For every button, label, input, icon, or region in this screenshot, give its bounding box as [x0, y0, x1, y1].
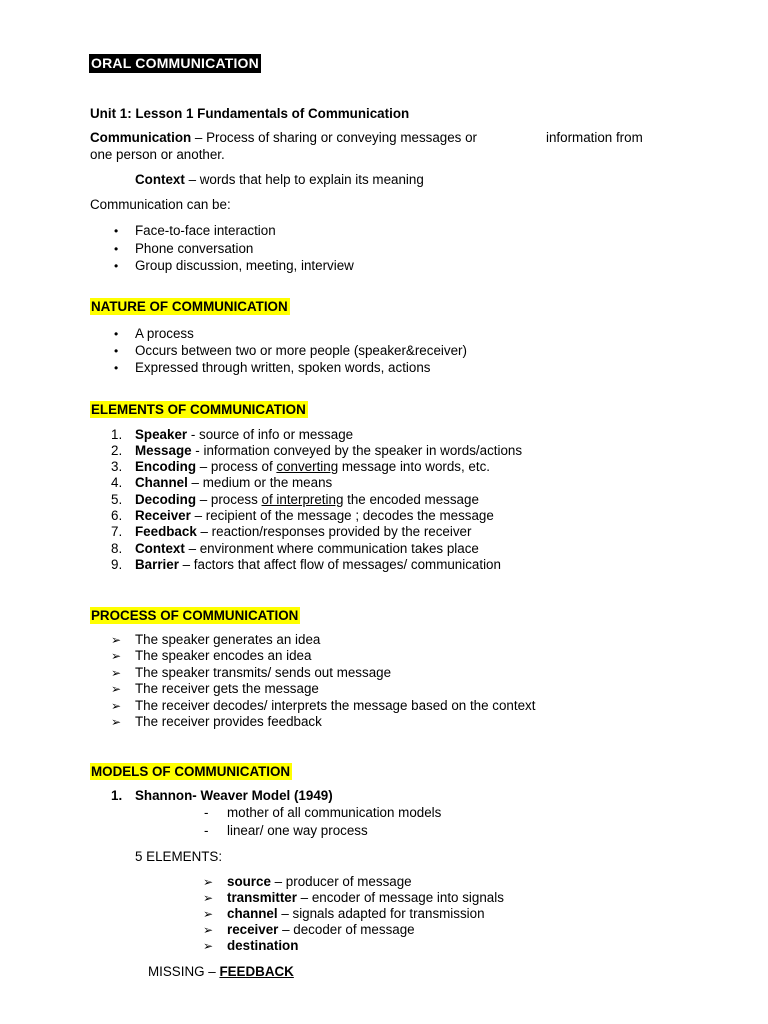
list-item: The receiver gets the message: [135, 681, 319, 696]
arrow-bullet-icon: ➢: [203, 875, 214, 889]
arrow-bullet-icon: ➢: [111, 666, 122, 680]
model-note: mother of all communication models: [227, 805, 442, 820]
arrow-bullet-icon: ➢: [111, 649, 122, 663]
element-underlined: of interpreting: [261, 492, 344, 507]
nature-heading: [90, 299, 290, 315]
bullet-icon: •: [114, 242, 119, 256]
element-term: Context: [135, 541, 185, 556]
list-item: [135, 492, 479, 508]
list-item: [135, 557, 501, 573]
arrow-bullet-icon: ➢: [203, 891, 214, 905]
list-number: 8.: [111, 541, 123, 556]
element-text: – decoder of message: [278, 922, 415, 937]
element-text-end: the encoded message: [343, 492, 479, 507]
list-number: 6.: [111, 508, 123, 523]
element-term: Barrier: [135, 557, 179, 572]
model-number: 1.: [111, 788, 123, 803]
list-item: [135, 524, 471, 540]
list-item: [227, 922, 415, 938]
list-number: 3.: [111, 459, 123, 474]
element-text-end: message into words, etc.: [338, 459, 491, 474]
arrow-bullet-icon: ➢: [111, 633, 122, 647]
list-item: Occurs between two or more people (speaker&receiver): [135, 343, 467, 358]
list-item: [227, 874, 412, 890]
element-text: – environment where communication takes place: [184, 541, 479, 556]
arrow-bullet-icon: ➢: [203, 939, 214, 953]
can-be-intro: Communication can be:: [90, 197, 231, 212]
list-item: [135, 459, 490, 475]
arrow-bullet-icon: ➢: [203, 907, 214, 921]
element-term: Feedback: [135, 524, 197, 539]
model-note: linear/ one way process: [227, 823, 368, 838]
communication-definition-line2: one person or another.: [90, 147, 225, 162]
list-item: Expressed through written, spoken words, actions: [135, 360, 431, 375]
bullet-icon: •: [114, 259, 119, 273]
missing-value: FEEDBACK: [219, 964, 294, 979]
list-number: 9.: [111, 557, 123, 572]
context-term: Context: [135, 172, 185, 187]
arrow-bullet-icon: ➢: [111, 715, 122, 729]
list-number: 4.: [111, 475, 123, 490]
element-text: – process: [196, 492, 262, 507]
list-item: The receiver decodes/ interprets the message based on the context: [135, 698, 536, 713]
elements-heading-text: ELEMENTS OF COMMUNICATION: [91, 402, 306, 417]
list-item: [227, 938, 298, 954]
element-term: transmitter: [227, 890, 297, 905]
list-item: A process: [135, 326, 194, 341]
element-text: - source of info or message: [187, 427, 354, 442]
communication-definition-line1: [90, 130, 477, 146]
model-title: Shannon- Weaver Model (1949): [135, 788, 333, 803]
missing-line: [148, 964, 294, 980]
communication-term: Communication: [90, 130, 192, 145]
list-item: [135, 475, 332, 491]
communication-definition-line1b: information from: [546, 130, 643, 145]
element-text: – encoder of message into signals: [296, 890, 504, 905]
element-term: Speaker: [135, 427, 188, 442]
element-text: – process of: [196, 459, 277, 474]
bullet-icon: •: [114, 361, 119, 375]
list-item: Phone conversation: [135, 241, 254, 256]
list-item: [227, 906, 485, 922]
arrow-bullet-icon: ➢: [111, 699, 122, 713]
list-item: [135, 427, 353, 443]
models-heading: [90, 764, 292, 780]
five-elements-label: 5 ELEMENTS:: [135, 849, 223, 864]
list-item: The receiver provides feedback: [135, 714, 322, 729]
element-text: – reaction/responses provided by the receiver: [196, 524, 472, 539]
element-text: – recipient of the message ; decodes the message: [190, 508, 494, 523]
nature-heading-text: NATURE OF COMMUNICATION: [91, 299, 288, 314]
element-text: – medium or the means: [187, 475, 333, 490]
list-item: The speaker generates an idea: [135, 632, 321, 647]
list-item: [135, 508, 494, 524]
element-term: destination: [227, 938, 299, 953]
dash-bullet-icon: -: [204, 823, 209, 838]
arrow-bullet-icon: ➢: [111, 682, 122, 696]
element-term: Message: [135, 443, 192, 458]
element-term: source: [227, 874, 271, 889]
element-term: Decoding: [135, 492, 197, 507]
element-text: – signals adapted for transmission: [277, 906, 485, 921]
communication-definition-text: – Process of sharing or conveying messages or: [191, 130, 477, 145]
list-item: The speaker encodes an idea: [135, 648, 312, 663]
missing-label: MISSING –: [148, 964, 220, 979]
models-heading-text: MODELS OF COMMUNICATION: [91, 764, 291, 779]
bullet-icon: •: [114, 224, 119, 238]
dash-bullet-icon: -: [204, 805, 209, 820]
process-heading: [90, 608, 300, 624]
element-text: – producer of message: [270, 874, 412, 889]
arrow-bullet-icon: ➢: [203, 923, 214, 937]
bullet-icon: •: [114, 344, 119, 358]
lesson-heading: Unit 1: Lesson 1 Fundamentals of Communication: [90, 106, 410, 121]
list-number: 7.: [111, 524, 123, 539]
context-definition: [135, 172, 424, 188]
list-number: 2.: [111, 443, 123, 458]
element-term: Receiver: [135, 508, 191, 523]
element-underlined: converting: [276, 459, 339, 474]
list-item: [135, 443, 522, 459]
bullet-icon: •: [114, 327, 119, 341]
element-text: – factors that affect flow of messages/ communication: [178, 557, 501, 572]
process-heading-text: PROCESS OF COMMUNICATION: [91, 608, 299, 623]
list-item: The speaker transmits/ sends out message: [135, 665, 392, 680]
list-item: Group discussion, meeting, interview: [135, 258, 354, 273]
list-item: Face-to-face interaction: [135, 223, 276, 238]
element-term: Encoding: [135, 459, 196, 474]
element-text: - information conveyed by the speaker in words/actions: [191, 443, 523, 458]
element-term: receiver: [227, 922, 279, 937]
list-item: [227, 890, 504, 906]
document-title: ORAL COMMUNICATION: [91, 55, 259, 71]
list-item: [135, 541, 479, 557]
elements-heading: [90, 402, 308, 418]
list-number: 1.: [111, 427, 123, 442]
list-number: 5.: [111, 492, 123, 507]
element-term: Channel: [135, 475, 188, 490]
context-definition-text: – words that help to explain its meaning: [184, 172, 424, 187]
element-term: channel: [227, 906, 278, 921]
